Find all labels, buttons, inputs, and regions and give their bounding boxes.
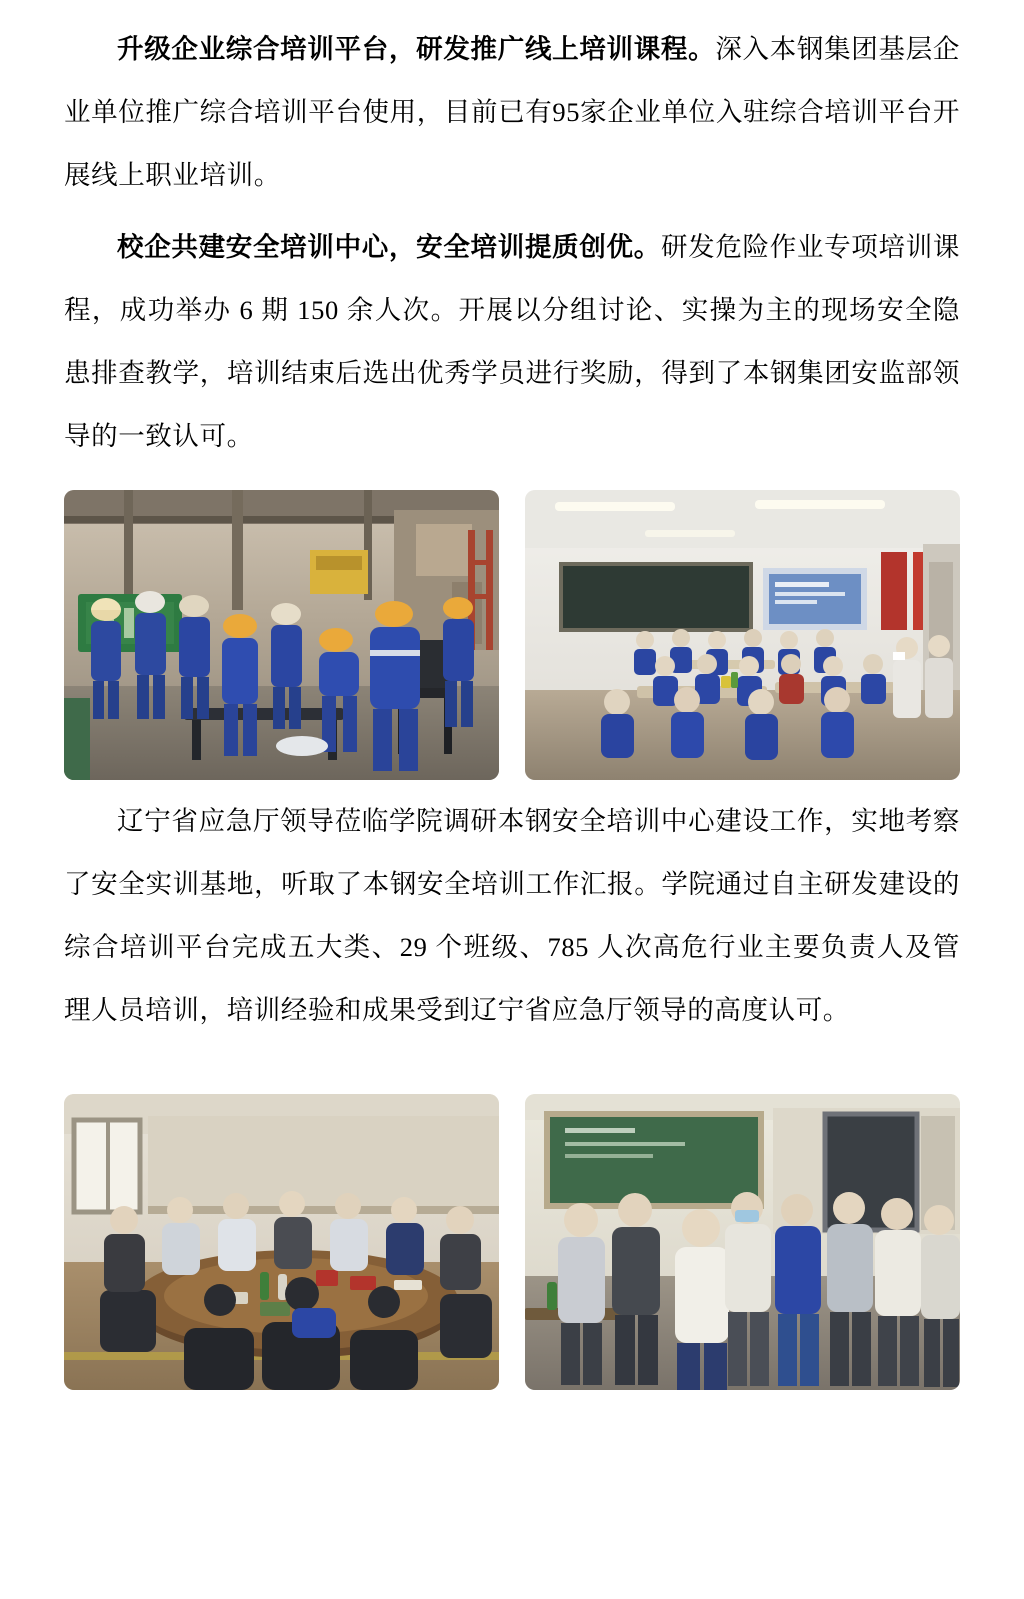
figure-row-1: [64, 490, 960, 780]
photo-classroom-training: [525, 490, 960, 780]
photo-site-inspection-image: [525, 1094, 960, 1390]
photo-meeting-room-briefing: [64, 1094, 499, 1390]
figure-row-2: [64, 1068, 960, 1390]
paragraph-2-lead: 校企共建安全培训中心，安全培训提质创优。: [117, 232, 661, 262]
paragraph-3: [64, 790, 960, 1042]
photo-safety-drill-workshop-image: [64, 490, 499, 780]
paragraph-1-lead: 升级企业综合培训平台，研发推广线上培训课程。: [117, 34, 716, 64]
paragraph-2-body: 研发危险作业专项培训课程，成功举办 6 期 150 余人次。开展以分组讨论、实操为主的现场安全隐患排查教学，培训结束后选出优秀学员进行奖励，得到了本钢集团安监部领导的一致认可。: [64, 232, 961, 451]
photo-safety-drill-workshop: [64, 490, 499, 780]
paragraph-1: [64, 18, 960, 207]
paragraph-3-body: 辽宁省应急厅领导莅临学院调研本钢安全培训中心建设工作，实地考察了安全实训基地，听取了本钢安全培训工作汇报。学院通过自主研发建设的综合培训平台完成五大类、29 个班级、785 人次高危行业主要负责人及管理人员培训，培训经验和成果受到辽宁省应急厅领导的高度认可。: [64, 806, 960, 1025]
photo-classroom-training-image: [525, 490, 960, 780]
photo-site-inspection: [525, 1094, 960, 1390]
paragraph-2: [64, 216, 960, 468]
photo-meeting-room-briefing-image: [64, 1094, 499, 1390]
paragraph-1-body: 深入本钢集团基层企业单位推广综合培训平台使用，目前已有95家企业单位入驻综合培训平台开展线上职业培训。: [64, 34, 960, 190]
